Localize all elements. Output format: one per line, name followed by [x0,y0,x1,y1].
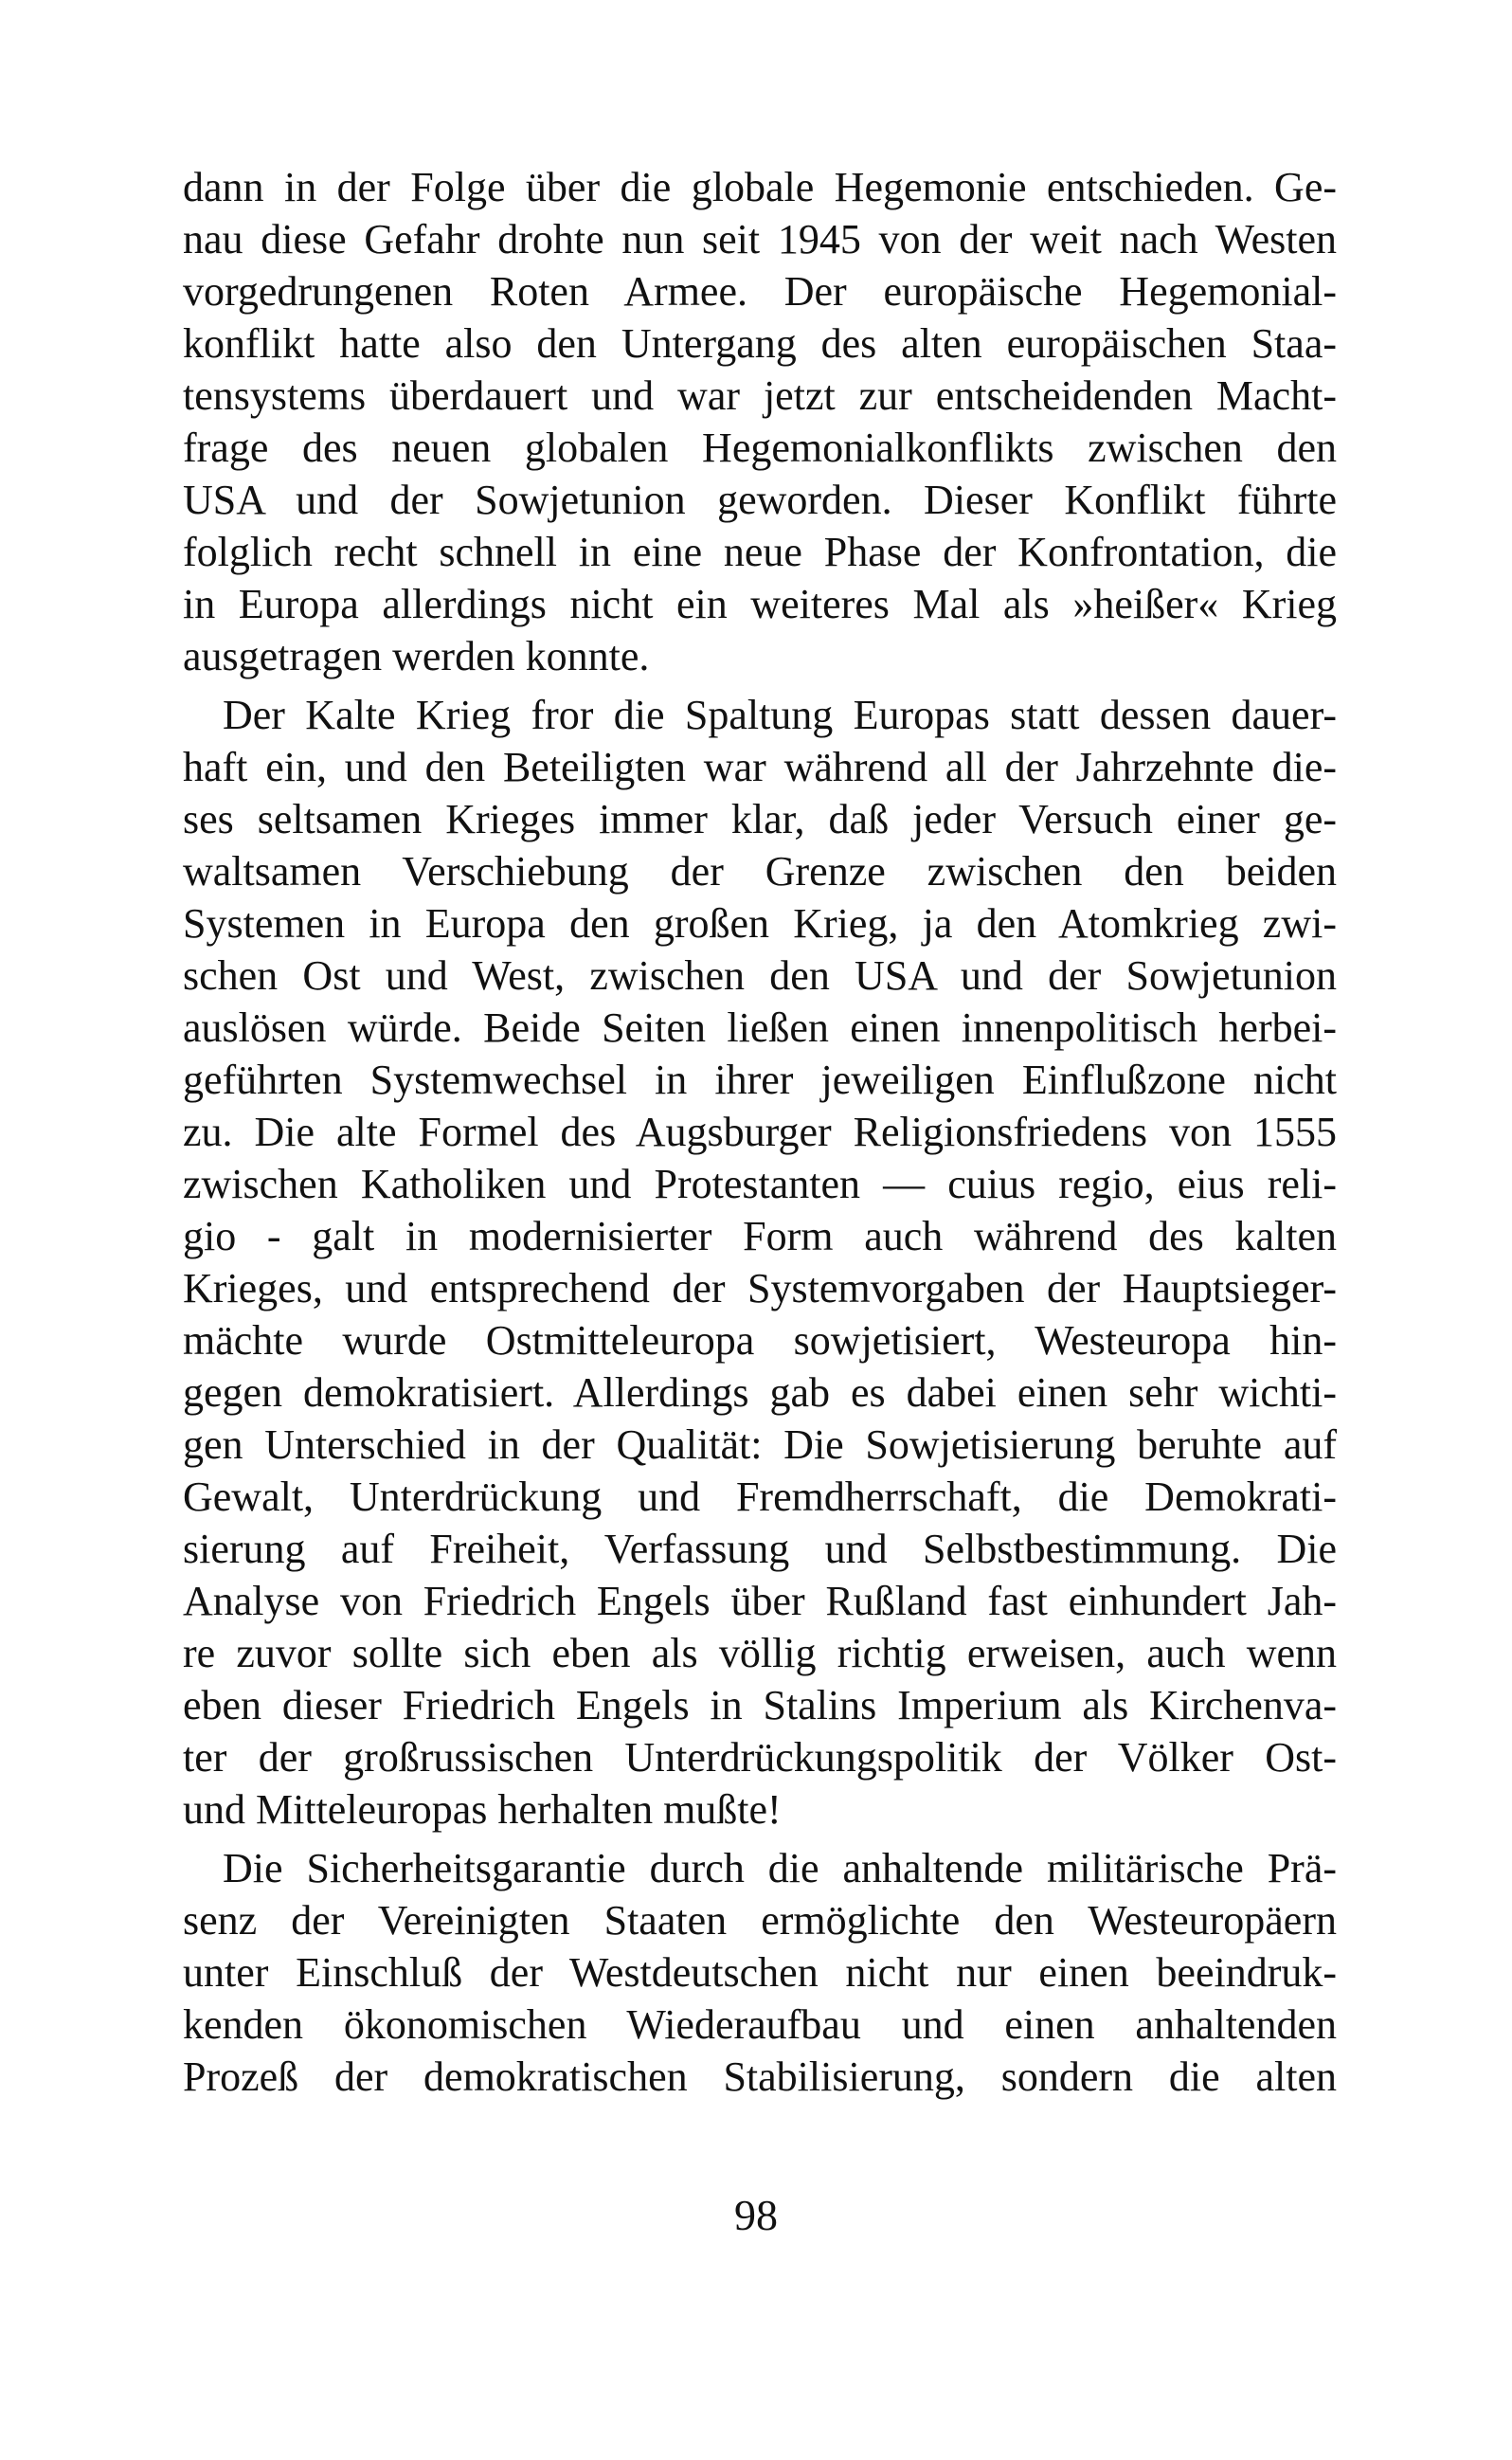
text-line: gen Unterschied in der Qualität: Die Sowjetisierung beruhte auf [183,1421,1337,1468]
text-line: mächte wurde Ostmitteleuropa sowjetisiert, Westeuropa hin- [183,1317,1337,1364]
text-line: Krieges, und entsprechend der Systemvorgaben der Hauptsieger- [183,1265,1337,1311]
text-line: eben dieser Friedrich Engels in Stalins Imperium als Kirchenva- [183,1682,1337,1728]
text-line: senz der Vereinigten Staaten ermöglichte den Westeuropäern [183,1897,1337,1944]
paragraph [183,161,1337,682]
text-line: und Mitteleuropas herhalten mußte! [183,1786,782,1833]
text-line: Systemen in Europa den großen Krieg, ja den Atomkrieg zwi- [183,900,1337,947]
text-line: Gewalt, Unterdrückung und Fremdherrschaft, die Demokrati- [183,1474,1337,1520]
text-line: konflikt hatte also den Untergang des alten europäischen Staa- [183,320,1337,367]
text-line: vorgedrungenen Roten Armee. Der europäische Hegemonial- [183,268,1337,315]
text-line: Prozeß der demokratischen Stabilisierung, sondern die alten [183,2053,1337,2100]
text-line: Analyse von Friedrich Engels über Rußland fast einhundert Jah- [183,1578,1337,1624]
text-line: nau diese Gefahr drohte nun seit 1945 von der weit nach Westen [183,216,1337,262]
page-number: 98 [734,2191,778,2239]
text-line: folglich recht schnell in eine neue Phase der Konfrontation, die [183,529,1337,575]
text-line: unter Einschluß der Westdeutschen nicht nur einen beeindruk- [183,1949,1337,1996]
text-line: frage des neuen globalen Hegemonialkonflikts zwischen den [183,425,1337,471]
paragraph [183,1842,1337,2103]
text-line: ausgetragen werden konnte. [183,633,650,679]
text-line: gegen demokratisiert. Allerdings gab es dabei einen sehr wichti- [183,1369,1337,1416]
text-line: gio - galt in modernisierter Form auch während des kalten [183,1213,1337,1259]
text-line: Die Sicherheitsgarantie durch die anhaltende militärische Prä- [223,1845,1337,1891]
paragraph [183,689,1337,1836]
text-line: zwischen Katholiken und Protestanten — cuius regio, eius reli- [183,1161,1337,1207]
text-line: Der Kalte Krieg fror die Spaltung Europas statt dessen dauer- [223,692,1337,738]
text-line: schen Ost und West, zwischen den USA und der Sowjetunion [183,952,1337,999]
text-line: zu. Die alte Formel des Augsburger Religionsfriedens von 1555 [183,1109,1337,1155]
text-line: auslösen würde. Beide Seiten ließen einen innenpolitisch herbei- [183,1004,1337,1051]
text-line: kenden ökonomischen Wiederaufbau und einen anhaltenden [183,2001,1337,2048]
text-line: sierung auf Freiheit, Verfassung und Selbstbestimmung. Die [183,1526,1337,1572]
body-text [183,161,1337,2109]
text-line: ter der großrussischen Unterdrückungspolitik der Völker Ost- [183,1734,1337,1781]
text-line: haft ein, und den Beteiligten war während all der Jahrzehnte die- [183,744,1337,790]
text-line: in Europa allerdings nicht ein weiteres Mal als »heißer« Krieg [183,581,1337,627]
text-line: dann in der Folge über die globale Hegemonie entschieden. Ge- [183,164,1337,210]
text-line: USA und der Sowjetunion geworden. Dieser Konflikt führte [183,477,1337,523]
text-line: re zuvor sollte sich eben als völlig richtig erweisen, auch wenn [183,1630,1337,1676]
text-line: geführten Systemwechsel in ihrer jeweiligen Einflußzone nicht [183,1057,1337,1103]
text-line: tensystems überdauert und war jetzt zur entscheidenden Macht- [183,372,1337,419]
text-line: waltsamen Verschiebung der Grenze zwischen den beiden [183,848,1337,895]
text-line: ses seltsamen Krieges immer klar, daß jeder Versuch einer ge- [183,796,1337,842]
